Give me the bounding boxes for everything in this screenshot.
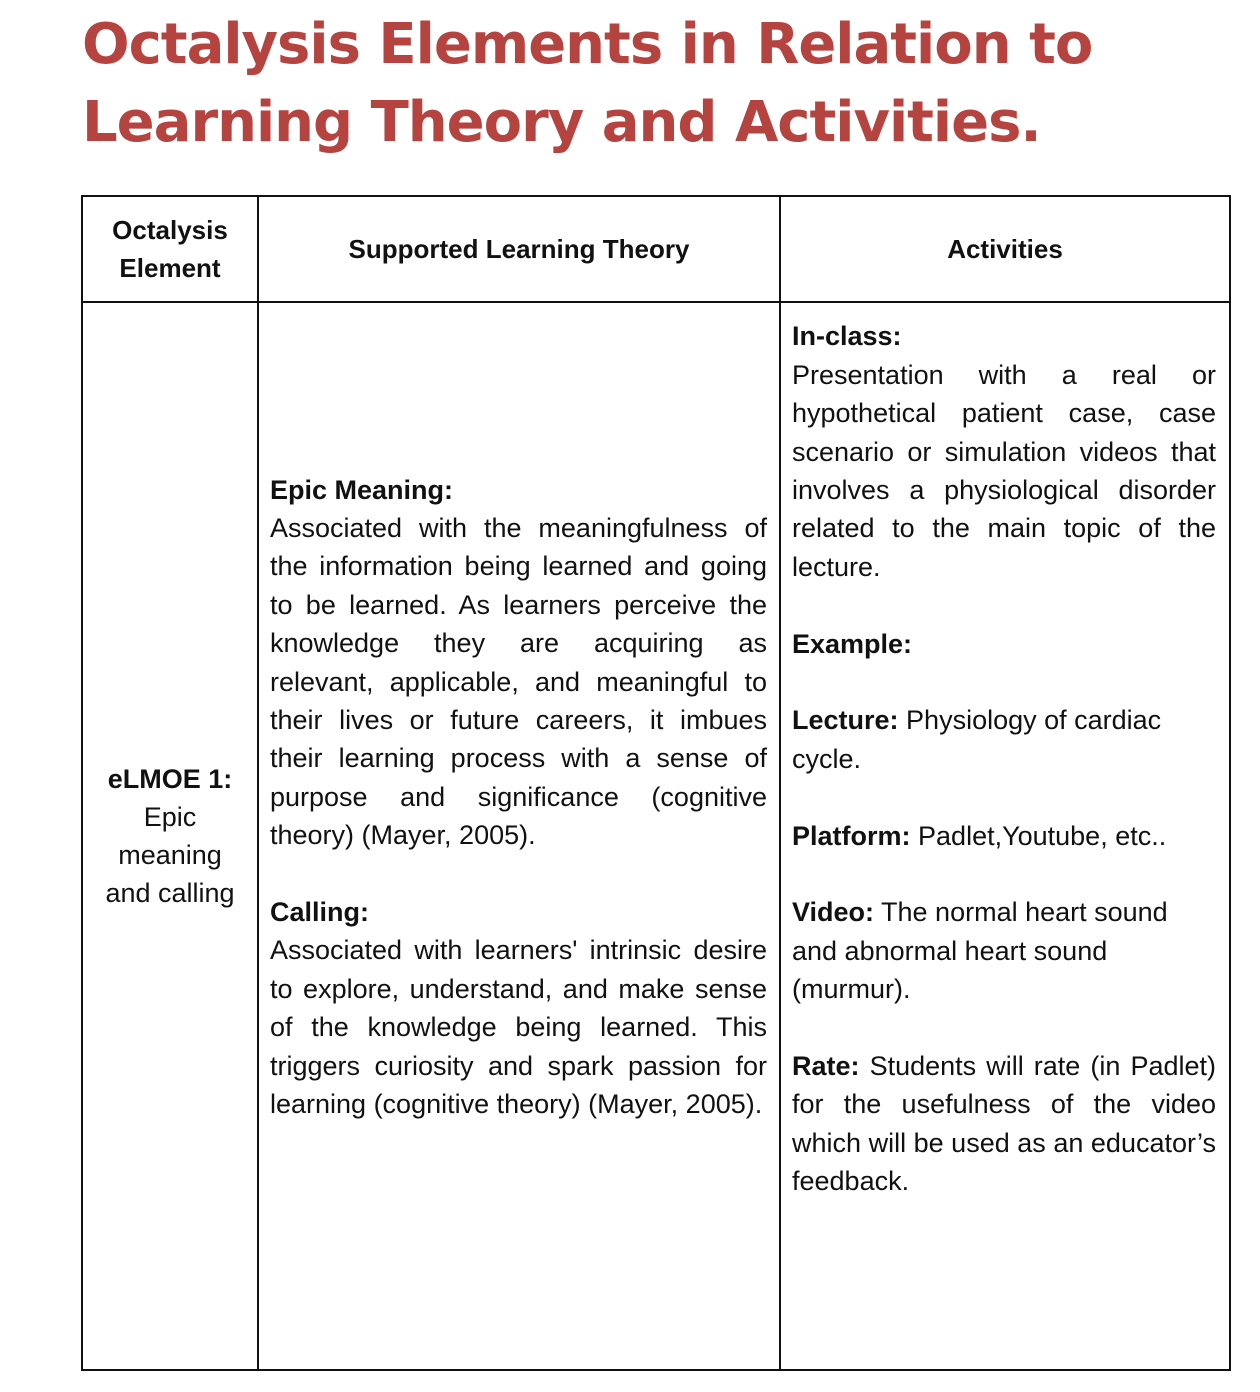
header-supported-learning-theory [258, 196, 780, 302]
in-class-heading: In-class: [792, 321, 902, 352]
platform-line [792, 817, 1216, 855]
platform-text: Padlet,Youtube, etc.. [918, 820, 1167, 851]
rate-text: Students will rate (in Padlet) for the usefulness of the video which will be used as an educator’s feedback. [792, 1051, 1216, 1197]
lecture-line [792, 701, 1216, 778]
header-supported-learning-theory-label: Supported Learning Theory [348, 234, 690, 264]
element-cell [82, 302, 258, 1370]
header-octalysis-element-label: Octalysis Element [112, 215, 228, 283]
lecture-text: Physiology of cardiac cycle. [792, 705, 1162, 774]
video-line [792, 893, 1216, 1008]
lecture-label: Lecture: [792, 705, 899, 736]
table-row [82, 302, 1230, 1370]
header-activities-label: Activities [947, 234, 1063, 264]
platform-label: Platform: [792, 820, 911, 851]
calling-text: Associated with learners' intrinsic desire to explore, understand, and make sense of the knowledge being learned. This triggers curiosity and spark passion for learning (cognitive theory) (Mayer, 2005). [270, 935, 767, 1120]
element-id: eLMOE 1: [107, 764, 233, 794]
epic-meaning-text: Associated with the meaningfulness of the information being learned and going to be learned. As learners perceive the knowledge they are acquiring as relevant, applicable, and meaningful to their lives or future careers, it imbues their learning process with a sense of purpose and significance (cognitive theory) (Mayer, 2005). [270, 512, 767, 851]
element-name: Epic meaning and calling [105, 802, 235, 908]
video-label: Video: [792, 897, 875, 928]
header-octalysis-element [82, 196, 258, 302]
page-title: Octalysis Elements in Relation to Learning Theory and Activities. [82, 12, 1093, 155]
rate-label: Rate: [792, 1051, 860, 1081]
calling-heading: Calling: [270, 897, 369, 927]
table-header-row [82, 196, 1230, 302]
header-activities [780, 196, 1230, 302]
theory-cell [258, 302, 780, 1370]
video-text: The normal heart sound and abnormal heart sound (murmur). [792, 897, 1168, 1005]
octalysis-table [81, 195, 1231, 1371]
rate-line [792, 1047, 1216, 1201]
activities-cell [780, 302, 1230, 1370]
in-class-text: Presentation with a real or hypothetical patient case, case scenario or simulation videos that involves a physiological disorder related to the main topic of the lecture. [792, 359, 1216, 582]
epic-meaning-heading: Epic Meaning: [270, 474, 454, 505]
example-heading: Example: [792, 628, 913, 659]
